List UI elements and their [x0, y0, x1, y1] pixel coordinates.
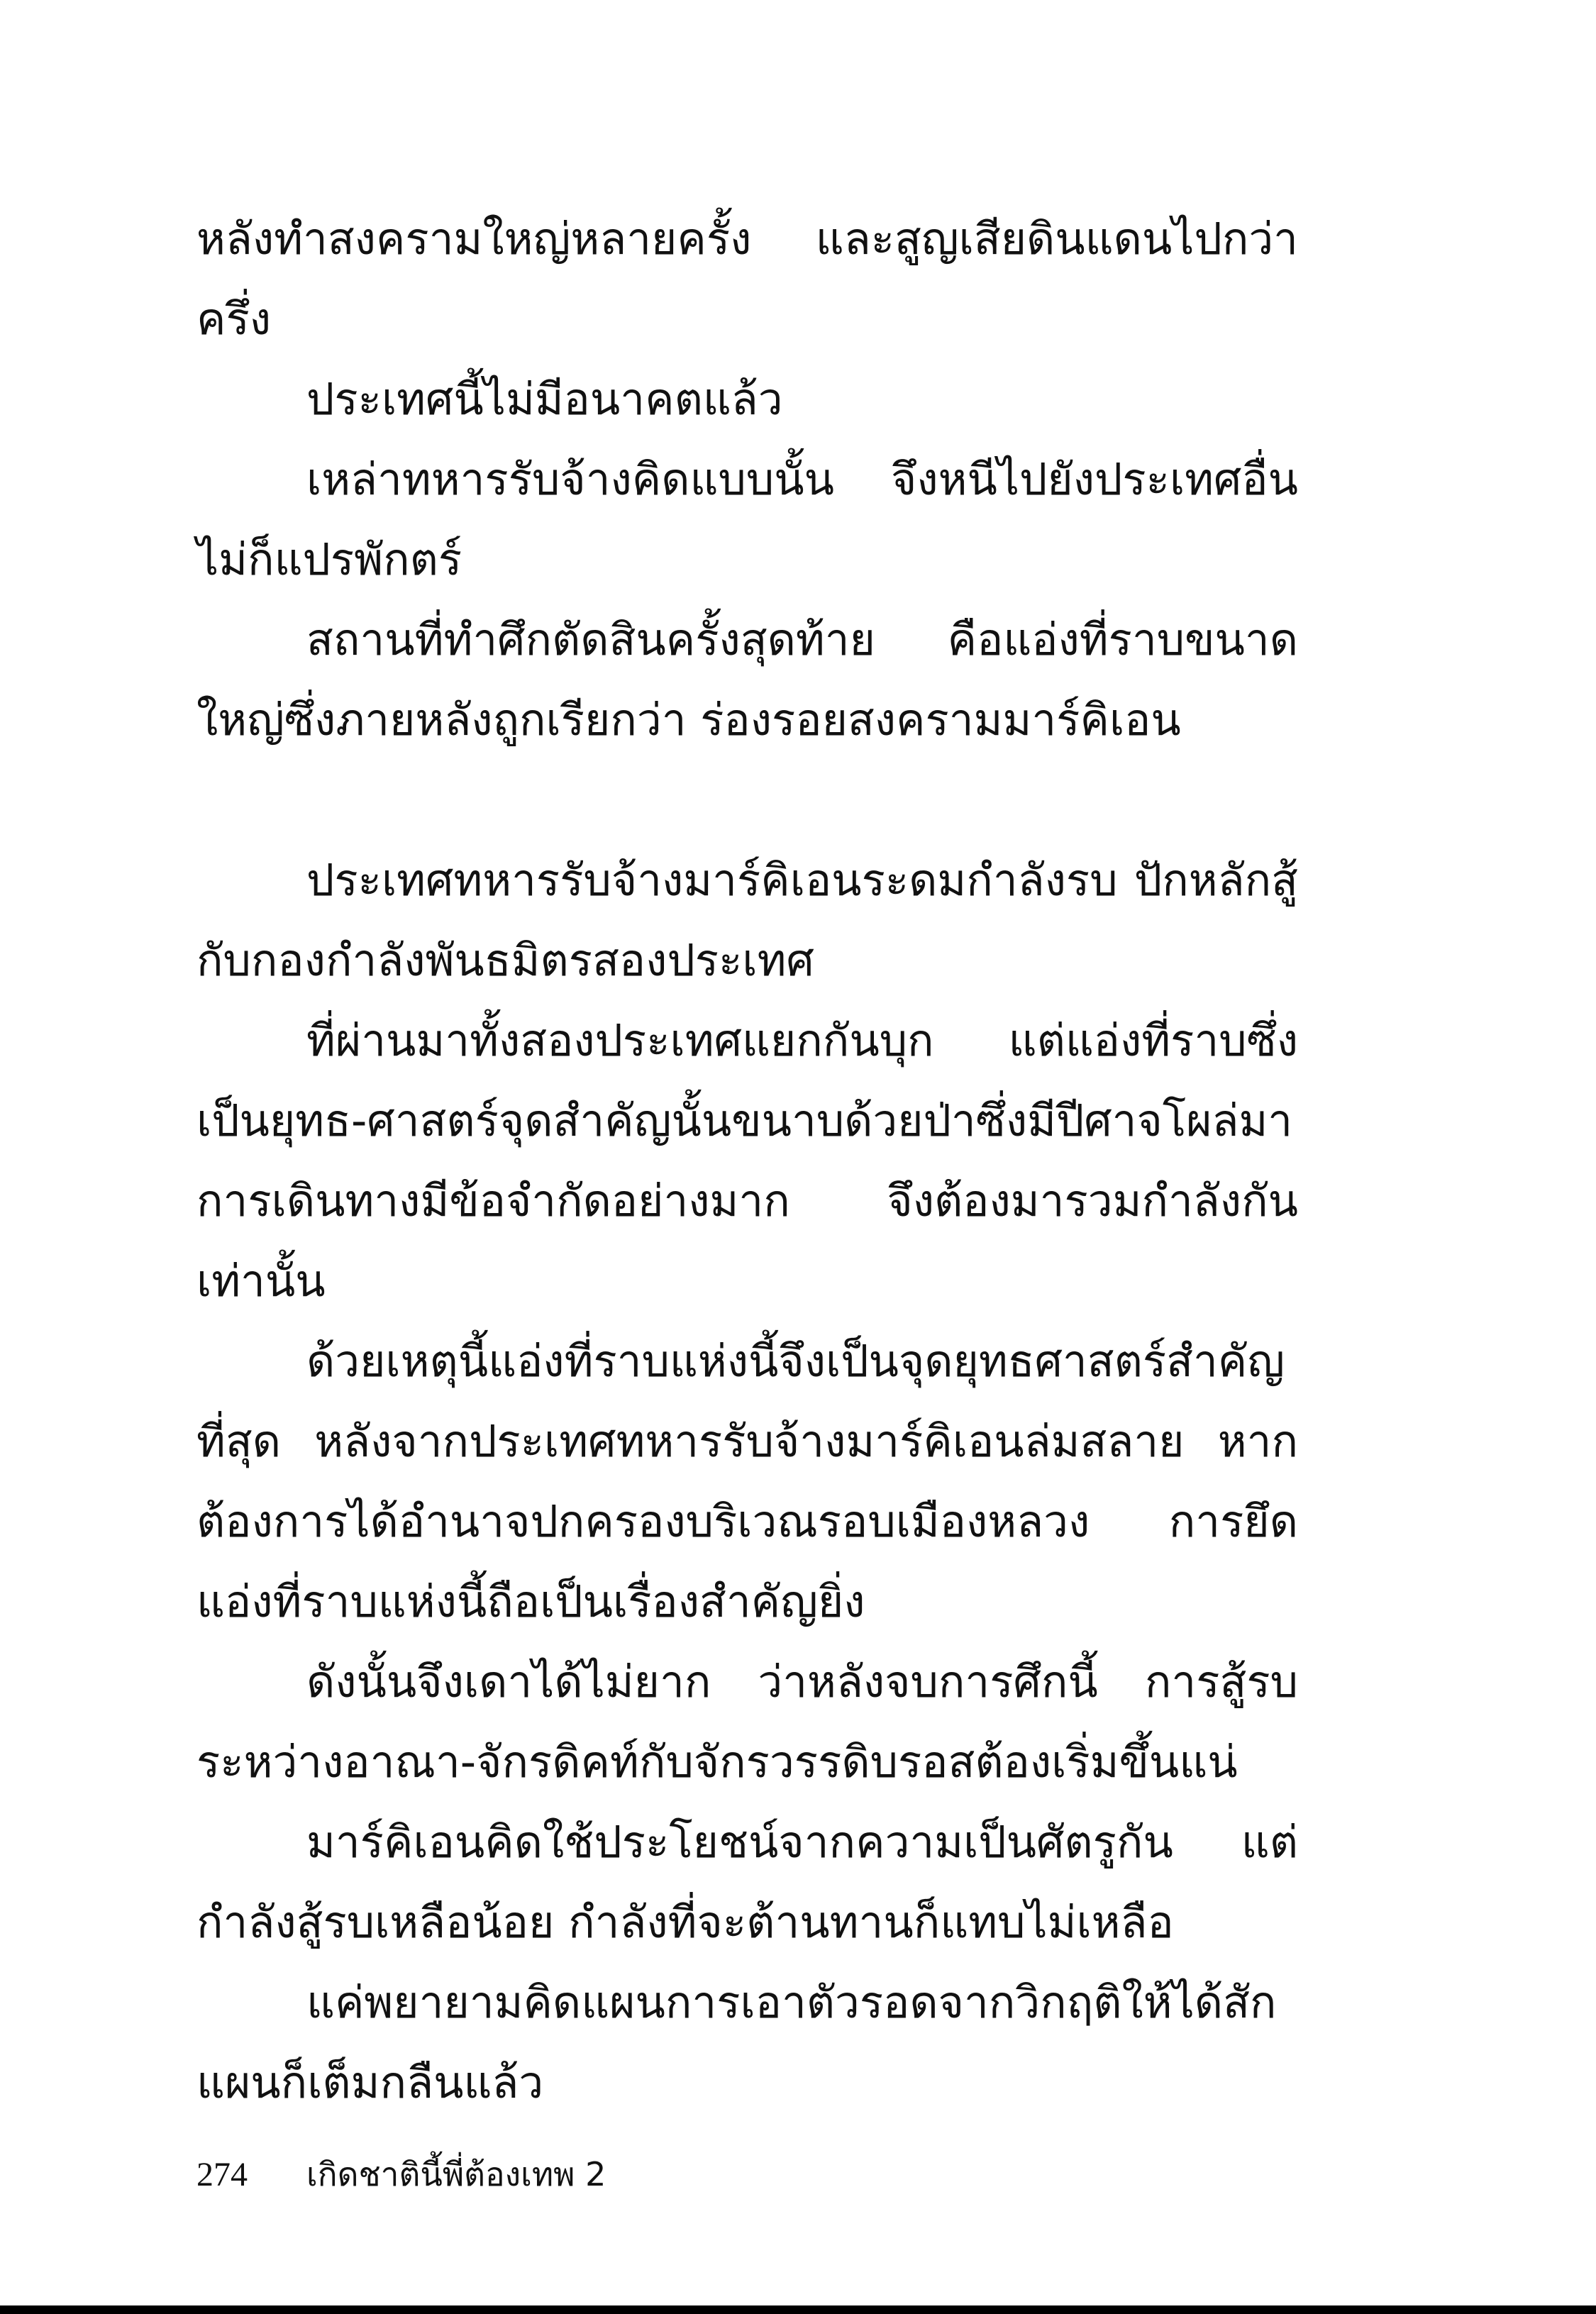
paragraph: มาร์คิเอนคิดใช้ประโยชน์จากความเป็นศัตรูกัน แต่กำลังสู้รบเหลือน้อย กำลังที่จะต้านทานก็แทบไม่เหลือ — [196, 1816, 1298, 1948]
page-number: 274 — [196, 2156, 248, 2193]
paragraph: ประเทศนี้ไม่มีอนาคตแล้ว — [306, 373, 783, 425]
body-text — [196, 199, 1298, 2122]
paragraph: ด้วยเหตุนี้แอ่งที่ราบแห่งนี้จึงเป็นจุดยุทธศาสตร์สำคัญที่สุด หลังจากประเทศทหารรับจ้างมาร์คิเอนล่มสลาย หากต้องการได้อำนาจปกครองบริเวณรอบเมืองหลวง การยึดแอ่งที่ราบแห่งนี้ถือเป็นเรื่องสำคัญยิ่ง — [196, 1335, 1298, 1627]
scene-break — [196, 760, 1298, 840]
book-title: เกิดชาตินี้พี่ต้องเทพ 2 — [306, 2155, 606, 2193]
paragraph: ประเทศทหารรับจ้างมาร์คิเอนระดมกำลังรบ ปักหลักสู้กับกองกำลังพันธมิตรสองประเทศ — [196, 854, 1298, 986]
paragraph: หลังทำสงครามใหญ่หลายครั้ง และสูญเสียดินแดนไปกว่าครึ่ง — [196, 213, 1298, 345]
paragraph: สถานที่ทำศึกตัดสินครั้งสุดท้าย คือแอ่งที่ราบขนาดใหญ่ซึ่งภายหลังถูกเรียกว่า ร่องรอยสงครามมาร์คิเอน — [196, 614, 1298, 746]
paragraph: ดังนั้นจึงเดาได้ไม่ยาก ว่าหลังจบการศึกนี้ การสู้รบระหว่างอาณา-จักรดิคท์กับจักรวรรดิบรอสต้องเริ่มขึ้นแน่ — [196, 1656, 1298, 1788]
paragraph: แค่พยายามคิดแผนการเอาตัวรอดจากวิกฤติให้ได้สักแผนก็เต็มกลืนแล้ว — [196, 1976, 1277, 2108]
paragraph: เหล่าทหารรับจ้างคิดแบบนั้น จึงหนีไปยังประเทศอื่น ไม่ก็แปรพักตร์ — [196, 453, 1298, 585]
page-footer — [196, 2149, 606, 2199]
paragraph: ที่ผ่านมาทั้งสองประเทศแยกกันบุก แต่แอ่งที่ราบซึ่งเป็นยุทธ-ศาสตร์จุดสำคัญนั้นขนาบด้วยป่าซึ่งมีปีศาจโผล่มา การเดินทางมีข้อจำกัดอย่างมาก จึงต้องมารวมกำลังกันเท่านั้น — [196, 1014, 1298, 1307]
bottom-border — [0, 2305, 1596, 2314]
